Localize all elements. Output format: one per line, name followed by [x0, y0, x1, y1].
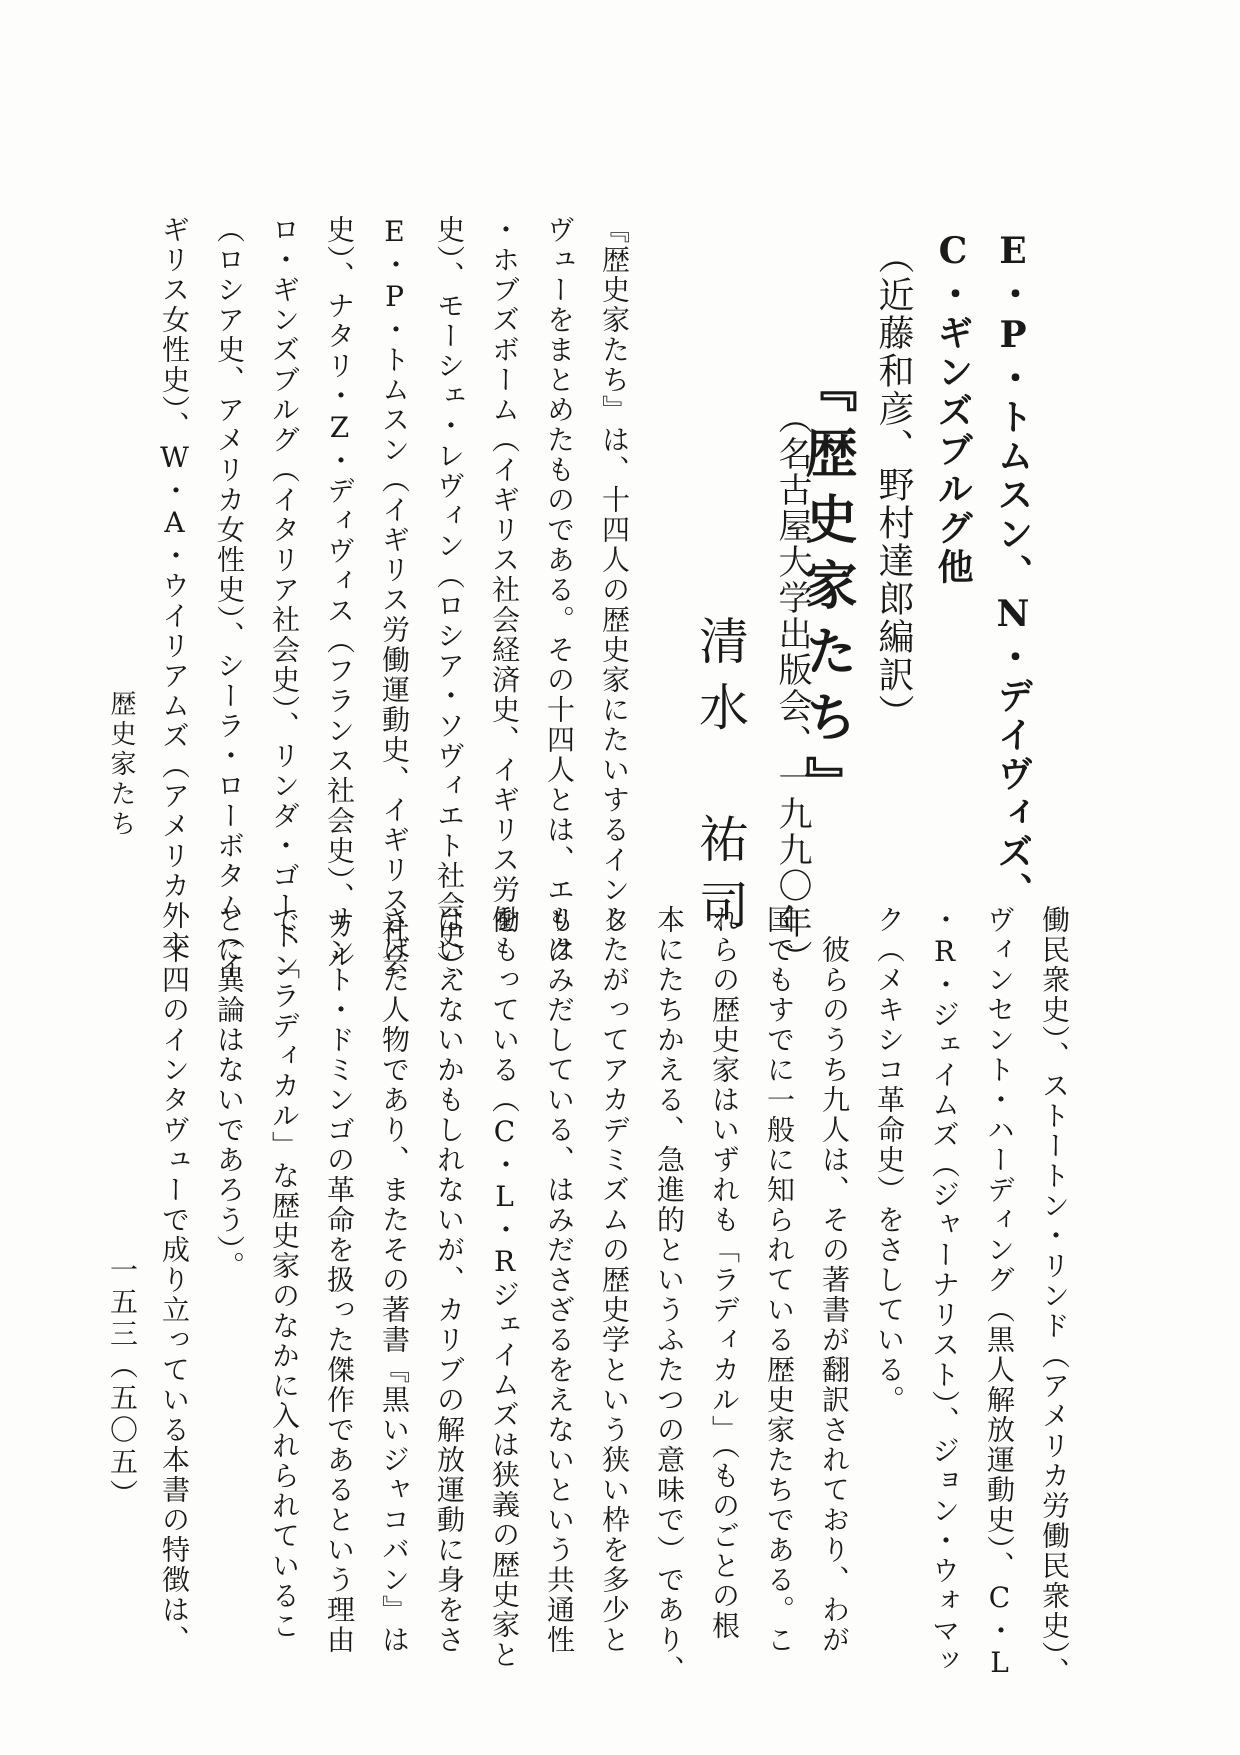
upper-text-column: ロ・ギンズブルグ（イタリア社会史）、リンダ・ゴードン: [268, 215, 301, 981]
lower-text-column: サント・ドミンゴの革命を扱った傑作であるという理由: [323, 905, 356, 1655]
lower-text-column: したがってアカデミズムの歴史学という狭い枠を多少と: [598, 905, 631, 1655]
upper-text-column: ギリス女性史）、W・A・ウイリアムズ（アメリカ外交: [158, 215, 191, 961]
upper-text-column: ヴューをまとめたものである。その十四人とは、エリク: [543, 215, 576, 965]
upper-text-column: E・P・トムスン（イギリス労働運動史、イギリス社会: [378, 215, 411, 975]
book-title: 『歴史家たち』: [796, 360, 857, 822]
lower-text-column: ク（メキシコ革命史）をさしている。: [873, 905, 906, 1415]
lower-text-column: さげた人物であり、またその著書『黒いジャコバン』は: [378, 905, 411, 1655]
lower-text-column: 働民衆史）、ストートン・リンド（アメリカ労働民衆史）、: [1038, 905, 1071, 1687]
upper-text-column: 『歴史家たち』は、十四人の歴史家にたいするインタ: [598, 215, 631, 935]
lower-text-column: ・R・ジェイムズ（ジャーナリスト）、ジョン・ウォマッ: [928, 905, 961, 1676]
lower-text-column: はいえないかもしれないが、カリブの解放運動に身をさ: [433, 905, 466, 1655]
lower-text-column: 本にたちかえる、急進的というふたつの意味で）であり、: [653, 905, 686, 1685]
lower-text-column: とに異論はないであろう）。: [213, 905, 246, 1281]
lower-text-column: 国でもすでに一般に知られている歴史家たちである。こ: [763, 905, 796, 1655]
lower-text-column: ヴィンセント・ハーディング（黒人解放運動史）、C・L: [983, 905, 1016, 1681]
page-number: 一五三（五〇五）: [106, 1255, 139, 1511]
lower-text-column: で、「ラディカル」な歴史家のなかに入れられているこ: [268, 905, 301, 1641]
lower-text-column: 彼らのうち九人は、その著書が翻訳されており、わが: [818, 905, 851, 1655]
lower-text-column: 十四のインタヴューで成り立っている本書の特徴は、: [158, 905, 191, 1655]
upper-text-column: 史）、ナタリ・Z・ディヴィス（フランス社会史）、カル: [323, 215, 356, 972]
publisher: （名古屋大学出版会、一九九〇年）: [772, 400, 812, 976]
reviewer-name: 清水 祐司: [691, 615, 749, 945]
lower-text-column: もはみだしている、はみださざるをえないという共通性: [543, 905, 576, 1655]
upper-text-column: （ロシア史、アメリカ女性史）、シーラ・ローボタム（イ: [213, 215, 246, 981]
running-head: 歴史家たち: [106, 690, 136, 840]
lower-text-column: をもっている（C・L・Rジェイムズは狭義の歴史家と: [488, 905, 521, 1670]
upper-text-column: ・ホブズボーム（イギリス社会経済史、イギリス労働: [488, 215, 521, 935]
upper-text-column: 史）、モーシェ・レヴィン（ロシア・ソヴィエト社会史）、: [433, 215, 466, 997]
authors-line-2: C・ギンズブルグ他: [932, 230, 974, 587]
editors: （近藤和彦、野村達郎編訳）: [873, 238, 914, 732]
lower-text-column: れらの歴史家はいずれも「ラディカル」（ものごとの根: [708, 905, 741, 1641]
authors-line-1: E・P・トムスン、N・デイヴィズ、: [992, 230, 1034, 911]
